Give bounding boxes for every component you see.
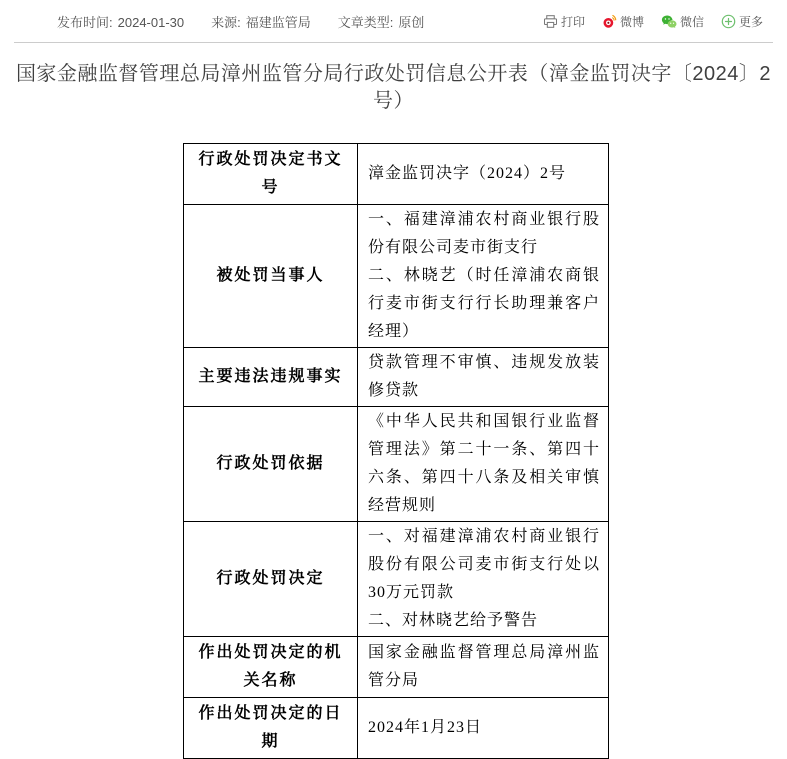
publish-time-value: 2024-01-30 — [117, 14, 185, 30]
row-value-decision-date — [358, 698, 609, 759]
value-line: 国家金融监督管理总局漳州监管分局 — [368, 644, 600, 689]
value-line: 贷款管理不审慎、违规发放装修贷款 — [368, 354, 600, 399]
value-line: 《中华人民共和国银行业监督管理法》第二十一条、第四十六条、第四十八条及相关审慎经营规则 — [368, 413, 600, 514]
table-row-penalty-basis — [184, 407, 609, 522]
row-value-penalty-basis — [358, 407, 609, 522]
weibo-icon — [602, 14, 617, 29]
meta-bar — [14, 0, 773, 43]
row-value-penalized-parties — [358, 205, 609, 348]
printer-icon — [543, 14, 558, 29]
row-value-violation-facts — [358, 348, 609, 407]
row-value-penalty-decision — [358, 522, 609, 637]
row-label-penalty-decision: 行政处罚决定 — [184, 522, 358, 637]
article-type-label: 文章类型: — [337, 14, 394, 30]
value-line: 漳金监罚决字（2024）2号 — [368, 165, 567, 182]
table-row-decision-date — [184, 698, 609, 759]
row-label-penalty-doc-number: 行政处罚决定书文号 — [184, 144, 358, 205]
row-label-decision-date: 作出处罚决定的日期 — [184, 698, 358, 759]
value-line: 二、林晓艺（时任漳浦农商银行麦市街支行行长助理兼客户经理） — [368, 267, 600, 340]
share-actions — [526, 13, 773, 30]
more-share-button[interactable] — [721, 13, 763, 30]
table-row-penalty-decision — [184, 522, 609, 637]
table-row-penalized-parties — [184, 205, 609, 348]
row-label-violation-facts: 主要违法违规事实 — [184, 348, 358, 407]
wechat-share-label: 微信 — [679, 14, 704, 29]
table-row-deciding-authority — [184, 637, 609, 698]
publish-time — [57, 12, 184, 31]
more-share-label: 更多 — [738, 14, 763, 29]
weibo-share-label: 微博 — [619, 14, 644, 29]
print-button[interactable] — [543, 13, 585, 30]
print-button-label: 打印 — [560, 14, 585, 29]
plus-circle-icon — [721, 14, 736, 29]
article-type-value: 原创 — [398, 14, 425, 30]
publish-time-label: 发布时间: — [57, 14, 113, 30]
source — [211, 12, 311, 31]
value-line: 一、福建漳浦农村商业银行股份有限公司麦市街支行 — [368, 211, 600, 256]
value-line: 二、对林晓艺给予警告 — [368, 612, 539, 629]
row-value-penalty-doc-number — [358, 144, 609, 205]
row-label-penalty-basis: 行政处罚依据 — [184, 407, 358, 522]
row-label-deciding-authority: 作出处罚决定的机关名称 — [184, 637, 358, 698]
row-label-penalized-parties: 被处罚当事人 — [184, 205, 358, 348]
source-value: 福建监管局 — [245, 14, 311, 30]
row-value-deciding-authority — [358, 637, 609, 698]
value-line: 2024年1月23日 — [368, 719, 483, 736]
table-row-penalty-doc-number — [184, 144, 609, 205]
wechat-icon — [661, 14, 677, 29]
source-label: 来源: — [211, 14, 241, 30]
penalty-table — [183, 143, 609, 759]
page-title: 国家金融监督管理总局漳州监管分局行政处罚信息公开表（漳金监罚决字〔2024〕2号） — [15, 63, 772, 112]
article-type — [338, 12, 425, 31]
wechat-share-button[interactable] — [661, 13, 704, 30]
weibo-share-button[interactable] — [602, 13, 644, 30]
value-line: 一、对福建漳浦农村商业银行股份有限公司麦市街支行处以30万元罚款 — [368, 528, 600, 601]
meta-info — [57, 12, 424, 31]
table-row-violation-facts — [184, 348, 609, 407]
